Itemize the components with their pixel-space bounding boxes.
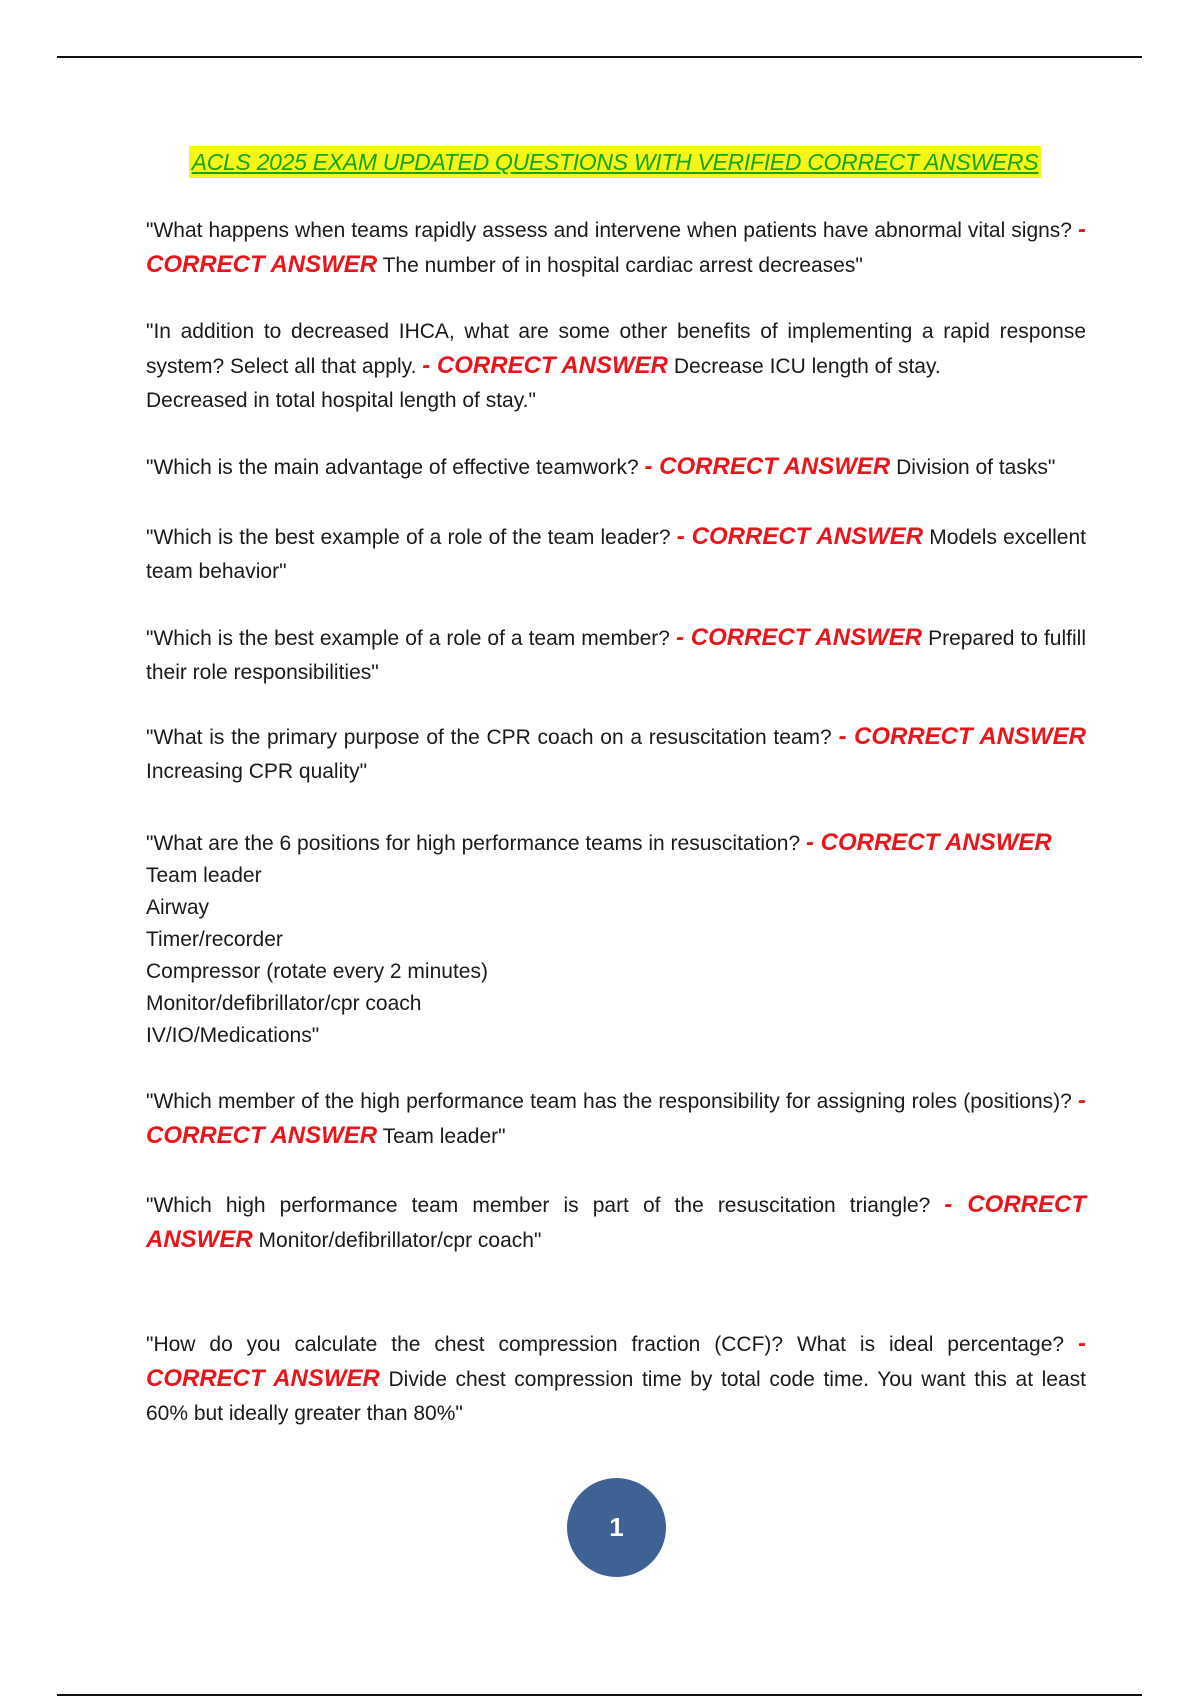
answer-text: Divide chest compression time by total code time. You want this at least 60% but ideally greater than 80%" bbox=[146, 1368, 1087, 1425]
qa-item-10 bbox=[146, 1327, 1086, 1431]
qa-item-3 bbox=[146, 450, 1086, 485]
correct-answer-label: - CORRECT ANSWER bbox=[146, 1191, 1086, 1253]
answer-text: Prepared to fulfill their role responsibilities" bbox=[146, 627, 1086, 684]
answer-text: Models excellent team behavior" bbox=[146, 526, 1086, 583]
header-rule bbox=[57, 56, 1142, 58]
qa-item-5 bbox=[146, 621, 1086, 690]
correct-answer-label: - CORRECT ANSWER bbox=[838, 723, 1087, 750]
answer-line: Team leader bbox=[146, 864, 262, 887]
correct-answer-label: - CORRECT ANSWER bbox=[675, 624, 923, 651]
question-text: "Which is the best example of a role of the team leader? bbox=[146, 526, 671, 549]
answer-text: Division of tasks" bbox=[896, 456, 1056, 479]
question-text: "Which member of the high performance team has the responsibility for assigning roles (positions)? bbox=[146, 1090, 1072, 1113]
footer-rule bbox=[57, 1694, 1142, 1696]
question-text: "How do you calculate the chest compression fraction (CCF)? What is ideal percentage? bbox=[146, 1333, 1065, 1356]
question-text: "What is the primary purpose of the CPR coach on a resuscitation team? bbox=[146, 726, 832, 749]
question-text: "Which is the main advantage of effective teamwork? bbox=[146, 456, 639, 479]
qa-item-2 bbox=[146, 315, 1086, 418]
correct-answer-label: - CORRECT ANSWER bbox=[146, 1330, 1087, 1392]
correct-answer-label: - CORRECT ANSWER bbox=[805, 829, 1052, 856]
answer-text: Team leader" bbox=[382, 1125, 506, 1148]
qa-item-9 bbox=[146, 1188, 1086, 1258]
qa-item-1 bbox=[146, 213, 1086, 283]
qa-item-6 bbox=[146, 720, 1086, 789]
correct-answer-label: - CORRECT ANSWER bbox=[146, 1087, 1086, 1149]
qa-item-8 bbox=[146, 1084, 1086, 1154]
qa-item-4 bbox=[146, 520, 1086, 589]
answer-line: Airway bbox=[146, 896, 210, 919]
question-text: "What happens when teams rapidly assess and intervene when patients have abnormal vital signs? bbox=[146, 219, 1072, 242]
correct-answer-label: - CORRECT ANSWER bbox=[422, 352, 669, 379]
answer-text: Monitor/defibrillator/cpr coach" bbox=[258, 1229, 542, 1252]
answer-line: IV/IO/Medications" bbox=[146, 1024, 320, 1047]
question-text: "Which high performance team member is part of the resuscitation triangle? bbox=[146, 1194, 931, 1217]
correct-answer-label: - CORRECT ANSWER bbox=[146, 216, 1086, 278]
answer-line: Decreased in total hospital length of stay." bbox=[146, 389, 536, 412]
correct-answer-label: - CORRECT ANSWER bbox=[676, 523, 924, 550]
answer-line: Compressor (rotate every 2 minutes) bbox=[146, 960, 488, 983]
document-title: ACLS 2025 EXAM UPDATED QUESTIONS WITH VERIFIED CORRECT ANSWERS bbox=[189, 146, 1042, 178]
answer-text: Increasing CPR quality" bbox=[146, 760, 368, 783]
correct-answer-label: - CORRECT ANSWER bbox=[644, 453, 891, 480]
answer-text: Decrease ICU length of stay. bbox=[673, 355, 941, 378]
title-wrap bbox=[0, 146, 1200, 178]
qa-item-7 bbox=[146, 827, 1086, 1052]
page-number-badge: 1 bbox=[567, 1478, 666, 1577]
answer-text: The number of in hospital cardiac arrest decreases" bbox=[382, 254, 863, 277]
answer-line: Timer/recorder bbox=[146, 928, 283, 951]
question-text: "What are the 6 positions for high performance teams in resuscitation? bbox=[146, 832, 801, 855]
answer-line: Monitor/defibrillator/cpr coach bbox=[146, 992, 422, 1015]
question-text: "Which is the best example of a role of a team member? bbox=[146, 627, 670, 650]
question-text: "In addition to decreased IHCA, what are some other benefits of implementing a rapid response system? Select all that apply. bbox=[146, 320, 1086, 378]
